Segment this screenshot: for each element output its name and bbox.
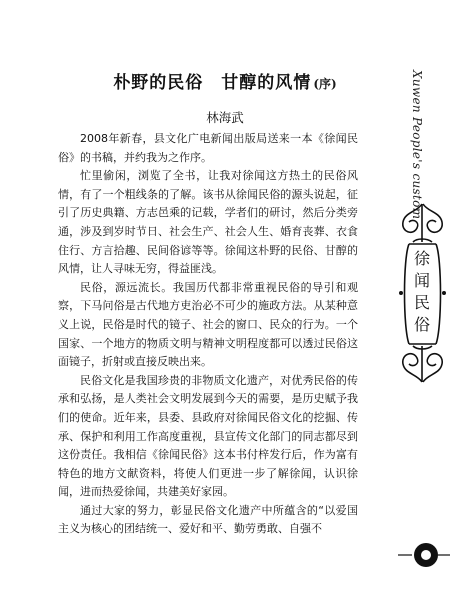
title-text: 朴野的民俗 甘醇的风情 [113, 73, 312, 93]
paragraph: 民俗文化是我国珍贵的非物质文化遗产，对优秀民俗的传承和弘扬，是人类社会文明发展到今天的需要，是历史赋予我们的使命。近年来，县委、县政府对徐闻民俗文化的挖掘、传承、保护和利用工作高度重视，县宣传文化部门的同志都尽到这份责任。我相信《徐闻民俗》这本书付梓发行后，作为富有特色的地方文献资料，将使人们更进一步了解徐闻，认识徐闻，进而热爱徐闻，共建美好家园。 [58, 373, 358, 499]
author-name: 林海武 [206, 110, 244, 125]
section-tab-label [411, 248, 433, 336]
tab-char: 民 [413, 293, 430, 312]
tab-char: 俗 [413, 315, 430, 334]
paragraph: 通过大家的努力，彰显民俗文化遗产中所蕴含的“以爱国主义为核心的团结统一、爱好和平、勤劳勇敢、自强不 [58, 503, 358, 536]
body-text [58, 130, 358, 539]
paragraph: 民俗，源远流长。我国历代都非常重视民俗的导引和观察，下马问俗是古代地方吏治必不可少的施政方法。从某种意义上说，民俗是时代的镜子、社会的窗口、民众的行为。一个国家、一个地方的物质文明与精神文明程度都可以透过民俗这面镜子，折射或直接反映出来。 [58, 280, 358, 369]
tab-char: 闻 [413, 271, 430, 290]
paragraph: 忙里偷闲，浏览了全书，让我对徐闻这方热土的民俗风情，有了一个粗线条的了解。该书从徐闻民俗的源头说起，征引了历史典籍、方志邑乘的记载，学者们的研讨，然后分类旁通，涉及到岁时节日、社会生产、社会人生、婚育丧葬、衣食住行、方言拾趣、民间俗谚等等。徐闻这朴野的民俗、甘醇的风情，让人寻味无穷，得益匪浅。 [58, 169, 358, 276]
paragraph: 2008年新春，县文化广电新闻出版局送来一本《徐闻民俗》的书稿，并约我为之作序。 [58, 132, 358, 164]
tab-char: 徐 [413, 249, 430, 268]
page-marker-icon [398, 540, 450, 570]
preface-title [75, 68, 375, 93]
title-suffix: (序) [313, 77, 337, 91]
english-caption-text: Xuwen People's custom [410, 70, 424, 220]
